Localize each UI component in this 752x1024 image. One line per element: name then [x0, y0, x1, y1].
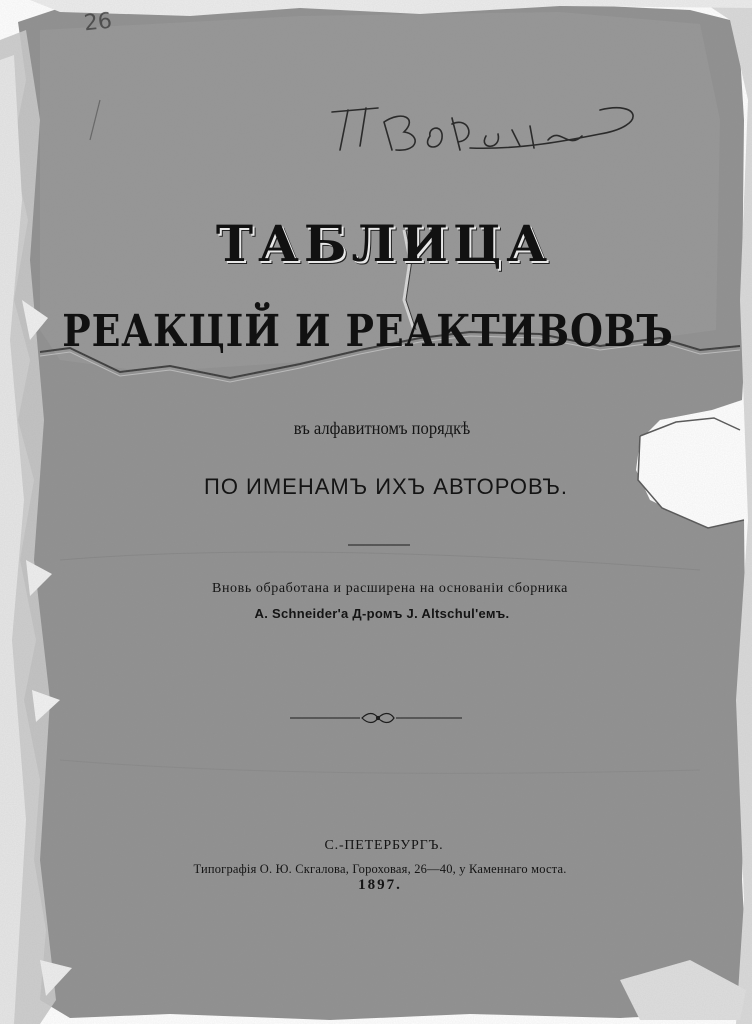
- imprint-city: С.-ПЕТЕРБУРГЪ.: [324, 838, 444, 853]
- editor-line-2: A. Schneider'a Д-ромъ J. Altschul'емъ.: [254, 606, 510, 621]
- imprint-printer: Типографія О. Ю. Скгалова, Гороховая, 26—40, у Каменнаго моста.: [193, 861, 567, 876]
- editor-line-1: Вновь обработана и расширена на основаніи сборника: [212, 581, 568, 596]
- pencil-note: 26: [82, 8, 114, 37]
- title-line-2: РЕАКЦІЙ И РЕАКТИВОВЪ: [62, 306, 674, 357]
- imprint-year: 1897.: [358, 877, 402, 893]
- title-line-1: ТАБЛИЦА: [215, 214, 553, 273]
- subtitle-line-1: въ алфавитномъ порядкѣ: [293, 418, 471, 438]
- subtitle-line-2: ПО ИМЕНАМЪ ИХЪ АВТОРОВЪ.: [204, 474, 568, 499]
